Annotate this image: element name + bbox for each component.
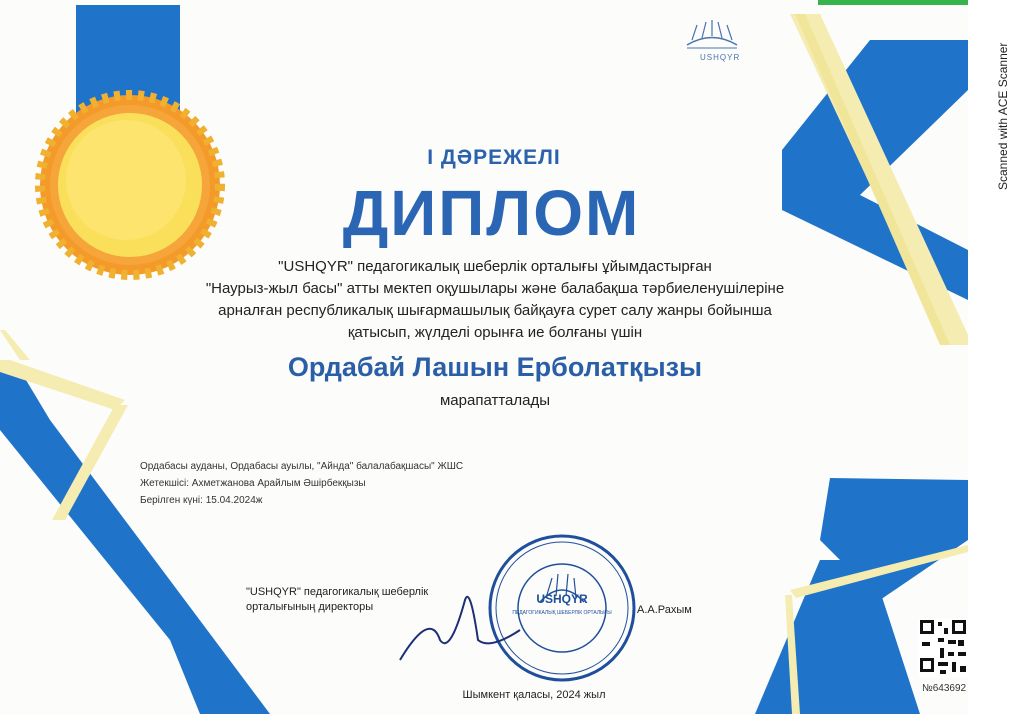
award-description	[195, 256, 795, 344]
ushqyr-logo-icon	[687, 20, 737, 48]
city-year: Шымкент қаласы, 2024 жыл	[462, 689, 606, 701]
description-line: қатысып, жүлделі орынға ие болғаны үшін	[347, 324, 643, 341]
director-name: А.А.Рахым	[637, 604, 692, 616]
blue-diagonal-shape	[0, 370, 270, 714]
scanner-label: Scanned with ACE Scanner	[996, 42, 1010, 190]
logo-caption: USHQYR	[700, 53, 741, 62]
degree-label: I ДӘРЕЖЕЛІ	[427, 146, 561, 169]
description-line: арналған республикалық шығармашылық байқауға сурет салу жанры бойынша	[218, 302, 772, 319]
supervisor-line: Жетекшісі: Ахметжанова Арайлым Әшірбекқызы	[140, 478, 366, 489]
scan-edge-line	[818, 0, 968, 5]
details-block	[140, 458, 463, 509]
awarded-text: марапатталады	[439, 392, 551, 409]
director-line: "USHQYR" педагогикалық шеберлік	[246, 586, 429, 598]
director-title	[246, 585, 428, 615]
description-line: "USHQYR" педагогикалық шеберлік орталығы ұйымдастырған	[278, 258, 712, 275]
issue-date-line: Берілген күні: 15.04.2024ж	[140, 495, 263, 506]
stamp-center-text: USHQYR	[536, 592, 588, 606]
stamp-sub-text: ПЕДАГОГИКАЛЫҚ ШЕБЕРЛІК ОРТАЛЫҒЫ	[512, 610, 612, 616]
diploma-title: ДИПЛОМ	[342, 177, 641, 249]
organization-line: Ордабасы ауданы, Ордабасы ауылы, "Айнда" балалабақшасы" ЖШС	[140, 461, 464, 472]
recipient-name: Ордабай Лашын Ерболатқызы	[287, 352, 703, 382]
director-line: орталығының директоры	[246, 601, 374, 613]
description-line: "Наурыз-жыл басы" атты мектеп оқушылары және балабақша тәрбиеленушілеріне	[205, 280, 785, 297]
serial-number: №643692	[922, 683, 967, 694]
official-stamp-icon	[490, 536, 634, 680]
qr-code-icon	[918, 618, 968, 678]
